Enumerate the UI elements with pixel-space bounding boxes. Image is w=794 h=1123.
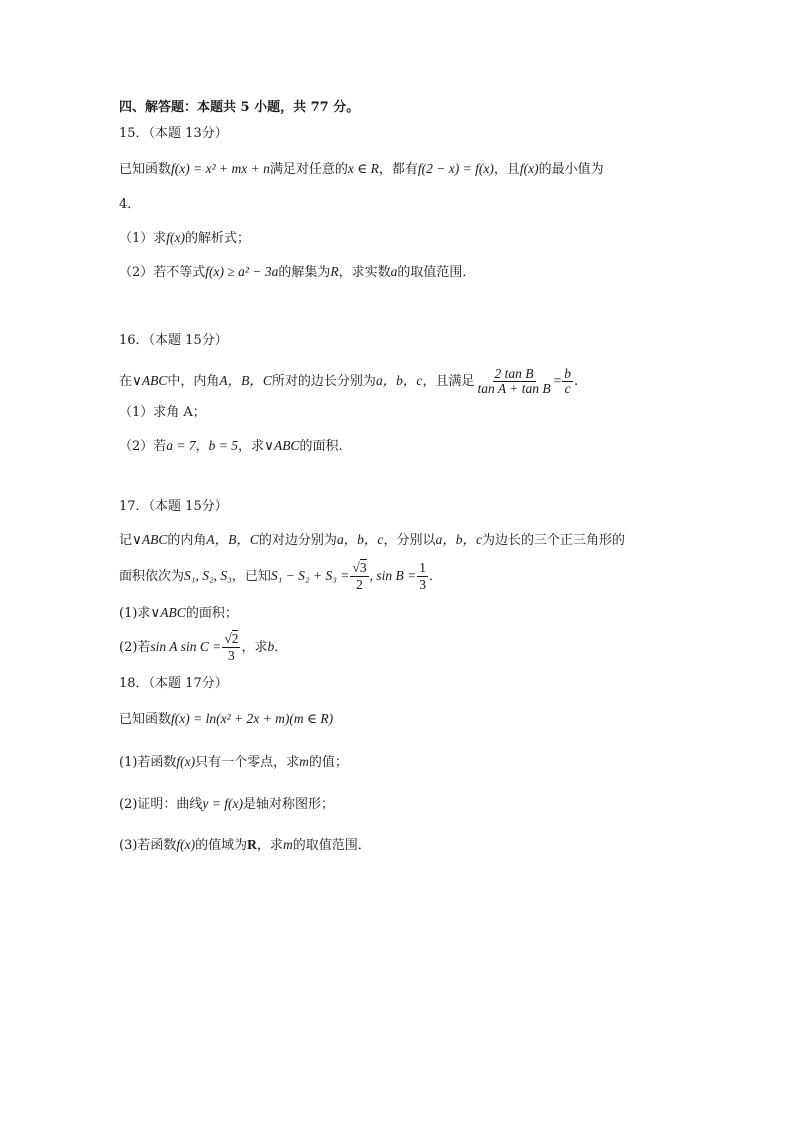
q17-sinb-numerator: 1 <box>419 560 426 575</box>
q15-x-in-r: x ∈ R <box>347 161 379 176</box>
q18-part3-m: m <box>282 837 293 852</box>
q18-part3-fx: f(x) <box>176 837 196 852</box>
q15-stem <box>119 159 604 180</box>
q17-sqrt2-fraction <box>222 631 240 664</box>
q17-sides: a，b，c <box>336 532 384 547</box>
q17-line2-a: 面积依次为 <box>119 569 185 584</box>
q15-stem-b: 满足对任意的 <box>269 162 348 177</box>
q15-fx: f(x) <box>519 161 539 176</box>
q18-part1-suffix: 的值； <box>308 755 348 770</box>
q15-part2-r: R <box>330 264 339 279</box>
q17-number: 17．（本题 15分） <box>119 499 228 514</box>
q16-fraction-bc <box>562 367 573 396</box>
q16-part2-a: a = 7 <box>166 438 196 453</box>
q17-sqrt3-denominator: 2 <box>356 577 363 592</box>
q18-fx-definition: f(x) = ln(x² + 2x + m)(m ∈ R) <box>171 711 334 726</box>
q16-fraction-tan <box>475 367 552 396</box>
q17-part2-prefix: (2)若 <box>119 640 151 655</box>
q17-part2 <box>119 630 287 665</box>
q18-part2 <box>119 794 334 815</box>
q17-part1-prefix: (1)求 <box>119 606 151 621</box>
q17-sqrt2-denominator: 3 <box>228 648 235 663</box>
q17-line1-d: ，分别以 <box>383 533 436 548</box>
q16-frac1-numerator: 2 tan B <box>494 366 534 381</box>
q18-stem <box>119 709 333 730</box>
q18-part1-prefix: (1)若函数 <box>119 755 177 770</box>
q15-stem-c: ，都有 <box>378 162 418 177</box>
q18-part1-fx: f(x) <box>176 754 196 769</box>
q17-line1-a: 记 <box>119 533 133 548</box>
q16-part2 <box>119 436 343 457</box>
q15-part1-prefix: （1）求 <box>119 231 167 246</box>
q16-part2-prefix: （2）若 <box>119 439 167 454</box>
q17-areas: S₁, S₂, S₃ <box>184 568 232 583</box>
q15-part2 <box>119 262 475 283</box>
q17-line1-c: 的对边分别为 <box>258 533 337 548</box>
q18-part3-suffix: 的取值范围． <box>292 838 371 853</box>
q17-angles: A，B，C <box>206 532 259 547</box>
q15-part1-fx: f(x) <box>166 230 186 245</box>
q15-stem-d: ，且 <box>493 162 520 177</box>
q16-sides: a，b，c <box>375 373 423 388</box>
q17-part2-expression: sin A sin C = <box>150 639 222 654</box>
q17-sinb: , sin B = <box>369 568 417 583</box>
q17-sqrt3-numerator: √3 <box>352 560 367 575</box>
q18-part2-expression: y = f(x) <box>202 796 244 811</box>
q16-angles: A，B，C <box>219 373 272 388</box>
q16-number: 16．（本题 15分） <box>119 333 228 348</box>
q16-stem <box>119 366 578 397</box>
q16-part2-b: b = 5 <box>208 438 239 453</box>
q18-part1-mid: 只有一个零点，求 <box>195 755 300 770</box>
q18-part3-prefix: (3)若函数 <box>119 838 177 853</box>
q17-line2 <box>119 560 442 593</box>
q15-part1-suffix: 的解析式； <box>185 231 251 246</box>
q18-part3-r: R <box>247 837 257 852</box>
q17-part1-triangle: ∨ABC <box>150 605 186 620</box>
q16-equals: = <box>553 373 562 388</box>
q17-part2-suffix: ． <box>274 640 288 655</box>
q18-part3-mid: 的值域为 <box>195 838 248 853</box>
q17-sides2: a，b，c <box>435 532 482 547</box>
q17-line1 <box>119 530 625 551</box>
q15-stem-e: 的最小值为 <box>538 162 604 177</box>
q17-line1-e: 为边长的三个正三角形的 <box>481 533 625 548</box>
q16-part2-triangle: ∨ABC <box>264 438 300 453</box>
q15-part2-prefix: （2）若不等式 <box>119 265 206 280</box>
q16-stem-d: ，且满足 <box>422 374 475 389</box>
q17-triangle: ∨ABC <box>132 532 168 547</box>
q16-stem-b: 中，内角 <box>167 374 220 389</box>
q16-triangle: ∨ABC <box>132 373 168 388</box>
q17-sinb-fraction <box>417 560 428 593</box>
q17-sqrt3-fraction <box>350 560 368 593</box>
q17-line1-b: 的内角 <box>167 533 207 548</box>
q18-part3-mid2: ，求 <box>256 838 283 853</box>
q17-part2-b: b <box>267 639 275 654</box>
q18-stem-a: 已知函数 <box>119 712 172 727</box>
q17-sqrt2-numerator: √2 <box>224 631 239 646</box>
q17-part1 <box>119 603 238 624</box>
q17-sum-expression: S₁ − S₂ + S₃ = <box>270 568 350 583</box>
q16-stem-end: . <box>573 374 579 389</box>
q18-part1 <box>119 752 348 773</box>
q15-part2-mid: 的解集为 <box>278 265 331 280</box>
q16-part2-suffix: 的面积. <box>299 439 343 454</box>
q17-line2-b: ，已知 <box>231 569 271 584</box>
q16-part2-sep: ， <box>195 439 209 454</box>
q17-part2-mid: ，求 <box>241 640 268 655</box>
q15-part2-a: a <box>390 264 398 279</box>
q16-frac2-numerator: b <box>564 366 571 381</box>
q17-part1-suffix: 的面积； <box>185 606 238 621</box>
q15-part2-suffix: 的取值范围． <box>397 265 476 280</box>
q18-number: 18．（本题 17分） <box>119 676 228 691</box>
section-heading: 四、解答题：本题共 5 小题，共 77 分。 <box>119 100 360 115</box>
q15-stem-a: 已知函数 <box>119 162 172 177</box>
q18-part1-m: m <box>299 754 309 769</box>
q17-line2-end: ． <box>428 569 442 584</box>
q17-sqrt3-radicand: 3 <box>359 560 367 575</box>
q15-symmetry: f(2 − x) = f(x) <box>417 161 494 176</box>
q16-part2-mid: ，求 <box>238 439 265 454</box>
q15-part1 <box>119 228 250 249</box>
q16-frac2-denominator: c <box>564 381 571 396</box>
q15-part2-inequality: f(x) ≥ a² − 3a <box>205 264 279 279</box>
q18-part2-suffix: 是轴对称图形； <box>243 797 335 812</box>
q15-part2-mid2: ，求实数 <box>338 265 391 280</box>
q18-part2-prefix: (2)证明：曲线 <box>119 797 203 812</box>
q15-fx-definition: f(x) = x² + mx + n <box>171 161 270 176</box>
q16-part1: （1）求角 A； <box>119 405 206 420</box>
q15-min-value: 4． <box>119 197 141 212</box>
q15-number: 15．（本题 13分） <box>119 126 228 141</box>
q17-sqrt2-radicand: 2 <box>231 631 239 646</box>
q17-sinb-denominator: 3 <box>419 577 426 592</box>
q16-stem-c: 所对的边长分别为 <box>271 374 376 389</box>
q16-frac1-denominator: tan A + tan B <box>477 381 551 396</box>
q18-part3 <box>119 835 371 856</box>
q16-stem-a: 在 <box>119 374 133 389</box>
